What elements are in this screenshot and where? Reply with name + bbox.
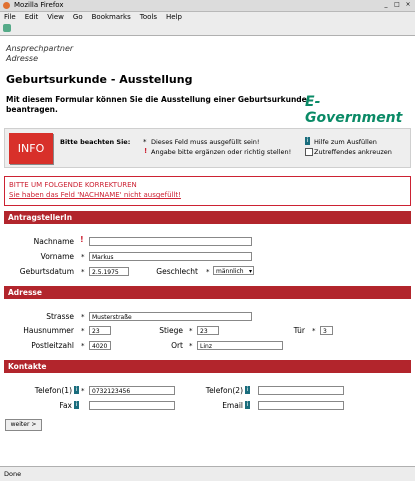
telefon1-input[interactable]: 0732123456: [89, 386, 175, 395]
section-header-address: Adresse: [4, 286, 411, 299]
intro-line-1: Mit diesem Formular können Sie die Ausstellung einer Geburtsurkunde: [6, 95, 307, 104]
label-nachname: Nachname: [33, 237, 74, 246]
breadcrumb-adresse[interactable]: Adresse: [6, 54, 39, 63]
label-vorname: Vorname: [40, 252, 74, 261]
label-telefon2: Telefon(2): [205, 386, 243, 395]
menu-file[interactable]: File: [4, 13, 16, 21]
close-icon[interactable]: ×: [405, 1, 411, 8]
window-titlebar: [0, 0, 415, 12]
required-marker-telefon1: *: [81, 387, 85, 395]
nachname-input[interactable]: [89, 237, 252, 246]
firefox-icon: [3, 2, 10, 9]
page-title: Geburtsurkunde - Ausstellung: [6, 73, 193, 86]
geschlecht-value: männlich: [216, 268, 244, 275]
menu-go[interactable]: Go: [72, 13, 83, 21]
label-ort: Ort: [171, 341, 183, 350]
label-tuer: Tür: [293, 326, 305, 335]
required-marker-postleitzahl: *: [81, 342, 85, 350]
checkbox-icon: [305, 148, 313, 156]
telefon2-input[interactable]: [258, 386, 344, 395]
label-hausnummer: Hausnummer: [23, 326, 74, 335]
required-marker-ort: *: [189, 342, 193, 350]
help-icon-telefon2[interactable]: i: [246, 386, 249, 393]
legend-correction: Angabe bitte ergänzen oder richtig stellen!: [151, 148, 292, 156]
tuer-input[interactable]: 3: [320, 326, 333, 335]
ort-input[interactable]: Linz: [197, 341, 283, 350]
status-text: Done: [4, 470, 22, 478]
menu-edit[interactable]: Edit: [24, 13, 39, 21]
required-marker-strasse: *: [81, 313, 85, 321]
breadcrumb-ansprechpartner[interactable]: Ansprechpartner: [6, 44, 74, 53]
label-postleitzahl: Postleitzahl: [31, 341, 74, 350]
status-bar: [0, 466, 415, 481]
help-icon-fax[interactable]: i: [75, 401, 78, 408]
error-link-nachname[interactable]: Sie haben das Feld 'NACHNAME' nicht ausgefüllt!: [9, 191, 181, 199]
strasse-input[interactable]: Musterstraße: [89, 312, 252, 321]
menu-bookmarks[interactable]: Bookmarks: [91, 13, 131, 21]
required-marker-geburtsdatum: *: [81, 268, 85, 276]
label-telefon1: Telefon(1): [34, 386, 72, 395]
correction-marker-nachname: !: [80, 235, 84, 244]
menu-view[interactable]: View: [47, 13, 64, 21]
section-header-contacts: Kontakte: [4, 360, 411, 373]
postleitzahl-input[interactable]: 4020: [89, 341, 111, 350]
maximize-icon[interactable]: □: [394, 1, 400, 8]
required-marker-vorname: *: [81, 253, 85, 261]
minimize-icon[interactable]: _: [384, 1, 388, 8]
brand-logo: E-Government: [305, 94, 403, 126]
stiege-input[interactable]: 23: [197, 326, 219, 335]
info-button[interactable]: INFO: [9, 133, 53, 164]
correction-symbol: !: [144, 147, 148, 155]
help-icon-email[interactable]: i: [246, 401, 249, 408]
page-icon: [3, 24, 11, 32]
label-geburtsdatum: Geburtsdatum: [19, 267, 74, 276]
window-title: Mozilla Firefox: [14, 1, 64, 9]
help-icon: i: [306, 137, 309, 144]
help-icon-telefon1[interactable]: i: [75, 386, 78, 393]
required-marker-stiege: *: [189, 327, 193, 335]
legend-required: Dieses Feld muss ausgefüllt sein!: [151, 138, 260, 146]
label-email: Email: [222, 401, 243, 410]
label-geschlecht: Geschlecht: [156, 267, 198, 276]
window-controls: [382, 1, 412, 9]
label-strasse: Strasse: [46, 312, 74, 321]
legend-checkbox: Zutreffendes ankreuzen: [314, 148, 392, 156]
fax-input[interactable]: [89, 401, 175, 410]
label-stiege: Stiege: [159, 326, 183, 335]
error-heading: BITTE UM FOLGENDE KORREKTUREN: [9, 181, 137, 189]
menu-bar: [0, 12, 415, 22]
menu-tools[interactable]: Tools: [139, 13, 157, 21]
label-fax: Fax: [59, 401, 72, 410]
address-bar: [0, 22, 415, 36]
menu-help[interactable]: Help: [165, 13, 182, 21]
email-input[interactable]: [258, 401, 344, 410]
error-box: [4, 176, 411, 206]
required-marker-tuer: *: [312, 327, 316, 335]
info-panel: [4, 128, 411, 168]
info-heading: Bitte beachten Sie:: [60, 138, 131, 146]
required-marker-hausnummer: *: [81, 327, 85, 335]
vorname-input[interactable]: Markus: [89, 252, 252, 261]
section-header-applicant: AntragstellerIn: [4, 211, 411, 224]
chevron-down-icon: ▾: [248, 268, 252, 275]
geburtsdatum-input[interactable]: 2.5.1975: [89, 267, 129, 276]
required-marker-geschlecht: *: [206, 268, 210, 276]
legend-help: Hilfe zum Ausfüllen: [314, 138, 377, 146]
next-button[interactable]: weiter >: [5, 419, 42, 431]
intro-line-2: beantragen.: [6, 105, 58, 114]
required-symbol: *: [143, 138, 147, 146]
geschlecht-select[interactable]: [213, 266, 254, 275]
hausnummer-input[interactable]: 23: [89, 326, 111, 335]
